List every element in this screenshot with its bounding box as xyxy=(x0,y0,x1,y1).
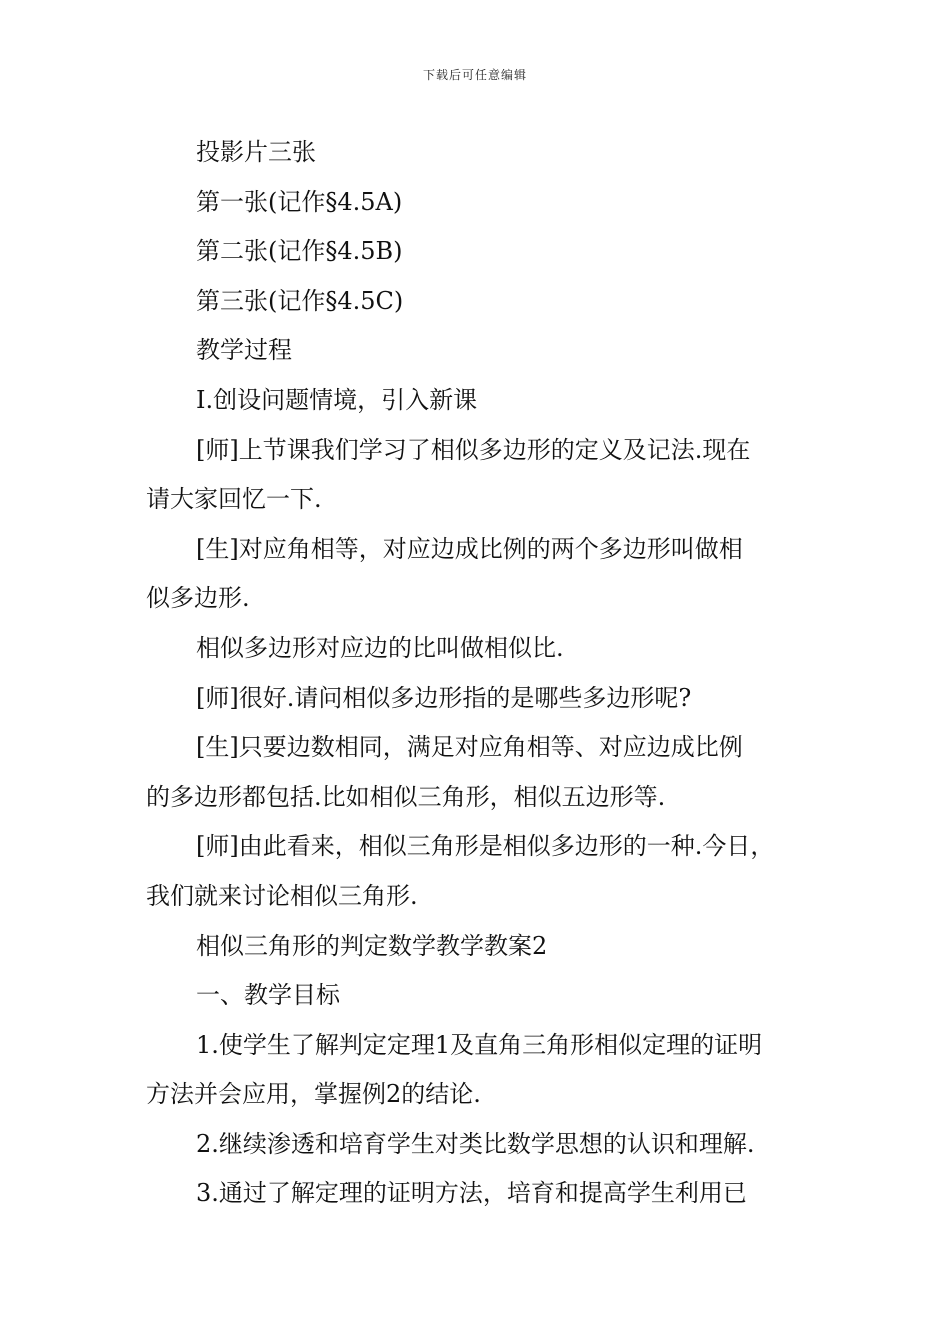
section-heading: Ⅰ.创设问题情境，引入新课 xyxy=(196,385,478,414)
document-body xyxy=(146,128,816,1219)
paragraph-line: 3.通过了解定理的证明方法，培育和提高学生利用已 xyxy=(196,1179,747,1208)
paragraph-line: 相似多边形对应边的比叫做相似比. xyxy=(196,633,564,662)
section-heading: 一、教学目标 xyxy=(196,981,340,1010)
page-header: 下载后可任意编辑 xyxy=(422,68,527,82)
paragraph-line: 请大家回忆一下. xyxy=(146,485,322,514)
paragraph-line: [师]很好.请问相似多边形指的是哪些多边形呢? xyxy=(196,683,692,712)
section-heading: 相似三角形的判定数学教学教案2 xyxy=(196,931,548,960)
paragraph-line: [生]只要边数相同，满足对应角相等、对应边成比例 xyxy=(196,733,743,762)
paragraph-line: [师]由此看来，相似三角形是相似多边形的一种.今日， xyxy=(196,832,775,861)
paragraph-line: 1.使学生了解判定定理1及直角三角形相似定理的证明 xyxy=(196,1030,763,1059)
paragraph-line: 第二张(记作§4.5B) xyxy=(196,237,403,266)
paragraph-line: 第三张(记作§4.5C) xyxy=(196,286,404,315)
paragraph-line: 似多边形. xyxy=(146,584,250,613)
paragraph-line: 的多边形都包括.比如相似三角形，相似五边形等. xyxy=(146,782,666,811)
paragraph-line: 我们就来讨论相似三角形. xyxy=(146,881,418,910)
paragraph-line: 方法并会应用，掌握例2的结论. xyxy=(146,1080,481,1109)
paragraph-line: 投影片三张 xyxy=(196,138,316,166)
paragraph-line: [生]对应角相等，对应边成比例的两个多边形叫做相 xyxy=(196,534,743,563)
paragraph-line: [师]上节课我们学习了相似多边形的定义及记法.现在 xyxy=(196,435,751,464)
paragraph-line: 2.继续渗透和培育学生对类比数学思想的认识和理解. xyxy=(196,1129,755,1158)
paragraph-line: 第一张(记作§4.5A) xyxy=(196,187,403,216)
section-heading: 教学过程 xyxy=(196,336,292,365)
